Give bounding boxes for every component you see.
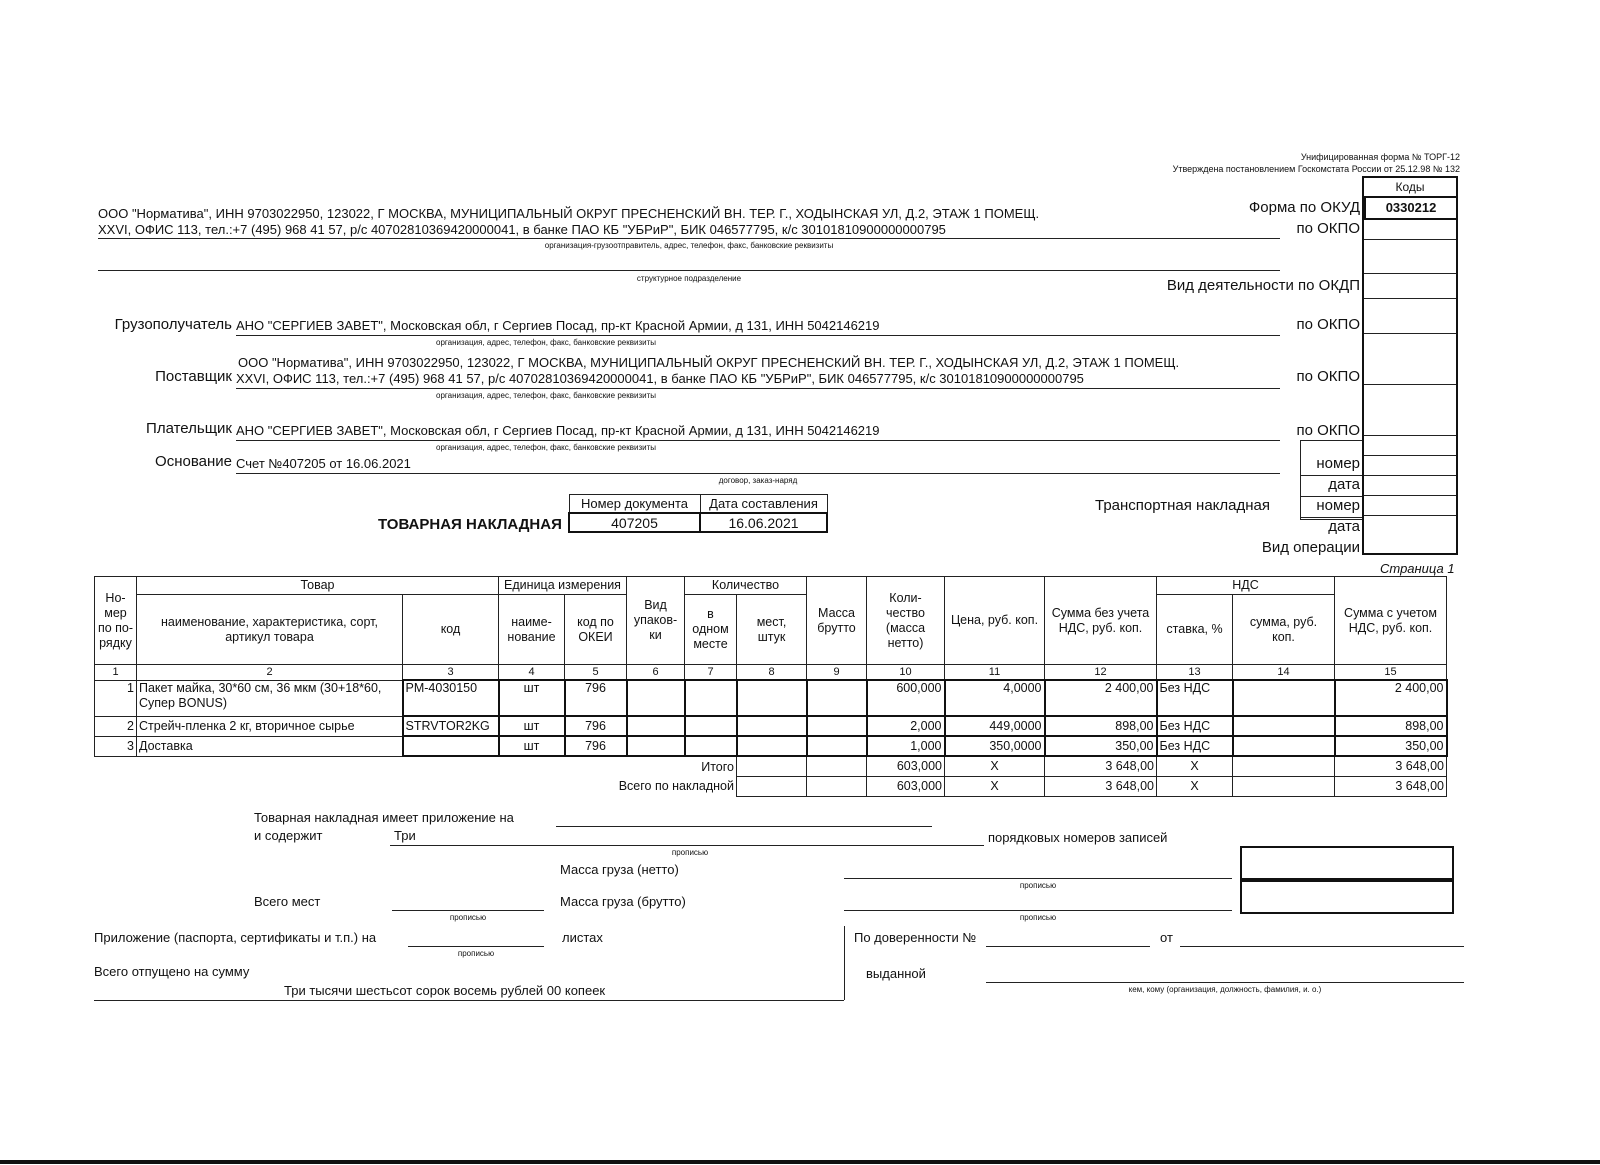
row-okei: 796	[565, 680, 627, 716]
vsego-sum: 3 648,00	[1045, 776, 1157, 796]
row-price: 449,0000	[945, 716, 1045, 736]
row-unit: шт	[499, 716, 565, 736]
vsego-qty: 603,000	[867, 776, 945, 796]
h-ed-naim: наиме- нование	[499, 595, 565, 665]
footer-divider	[844, 926, 845, 1000]
row-rate: Без НДС	[1157, 680, 1233, 716]
row-sum: 2 400,00	[1045, 680, 1157, 716]
brutto-box	[1240, 880, 1454, 914]
payer-label: Плательщик	[146, 420, 232, 437]
row-sum: 898,00	[1045, 716, 1157, 736]
shipper-caption: организация-грузоотправитель, адрес, телефон, факс, банковские реквизиты	[544, 241, 834, 250]
consignee-label: Грузополучатель	[114, 316, 232, 333]
col-num: 11	[945, 665, 1045, 681]
itogo-label: Итого	[701, 759, 734, 774]
form-name: Унифицированная форма № ТОРГ-12	[1300, 152, 1460, 162]
doc-date-header: Дата составления	[700, 495, 827, 514]
h-sumnds: Сумма с учетом НДС, руб. коп.	[1335, 577, 1447, 665]
row-total: 898,00	[1335, 716, 1447, 736]
row-pack	[627, 680, 685, 716]
itogo-qty: 603,000	[867, 756, 945, 776]
h-tovar: Товар	[137, 577, 499, 595]
prilozhenie-label: Приложение (паспорта, сертификаты и т.п.) на	[94, 930, 377, 945]
col-num: 13	[1157, 665, 1233, 681]
mest-caption: прописью	[449, 913, 487, 922]
consignee-value: АНО "СЕРГИЕВ ЗАВЕТ", Московская обл, г Сергиев Посад, пр-кт Красной Армии, д 131, ИНН 5042146219	[236, 318, 880, 333]
itogo-row	[95, 756, 1447, 776]
netto-caption: прописью	[1019, 881, 1057, 890]
payer-value: АНО "СЕРГИЕВ ЗАВЕТ", Московская обл, г Сергиев Посад, пр-кт Красной Армии, д 131, ИНН 5042146219	[236, 423, 880, 438]
row-rate: Без НДС	[1157, 716, 1233, 736]
h-kolnetto: Коли- чество (масса нетто)	[867, 577, 945, 665]
h-cena: Цена, руб. коп.	[945, 577, 1045, 665]
vsego-otpusheno-label: Всего отпущено на сумму	[94, 964, 250, 979]
col-num: 4	[499, 665, 565, 681]
col-num: 15	[1335, 665, 1447, 681]
basis-value: Счет №407205 от 16.06.2021	[236, 456, 411, 471]
table-row	[95, 736, 1447, 756]
okdp-label: Вид деятельности по ОКДП	[1166, 277, 1360, 294]
col-num: 6	[627, 665, 685, 681]
col-num: 14	[1233, 665, 1335, 681]
subdivision-caption: структурное подразделение	[636, 274, 742, 283]
po-doverennosti-label: По доверенности №	[854, 930, 977, 945]
h-sumbez: Сумма без учета НДС, руб. коп.	[1045, 577, 1157, 665]
basis-nomer-label: номер	[1316, 455, 1360, 472]
table-row	[95, 680, 1447, 716]
supplier-label: Поставщик	[155, 368, 232, 385]
row-massa	[807, 680, 867, 716]
h-naim: наименование, характеристика, сорт, артикул товара	[137, 595, 403, 665]
row-price: 350,0000	[945, 736, 1045, 756]
document-title: ТОВАРНАЯ НАКЛАДНАЯ	[378, 516, 562, 533]
basis-caption: договор, заказ-наряд	[718, 476, 798, 485]
page-label: Страница 1	[1380, 561, 1455, 576]
h-odnom: в одном месте	[685, 595, 737, 665]
supplier-okpo-label: по ОКПО	[1296, 368, 1360, 385]
netto-box	[1240, 846, 1454, 880]
doc-number-value: 407205	[569, 513, 700, 532]
consignee-okpo-label: по ОКПО	[1296, 316, 1360, 333]
h-okei: код по ОКЕИ	[565, 595, 627, 665]
row-ndssum	[1233, 716, 1335, 736]
h-massa: Масса брутто	[807, 577, 867, 665]
basis-date-cell	[1364, 456, 1456, 476]
ot-label: от	[1160, 930, 1173, 945]
supplier-caption: организация, адрес, телефон, факс, банковские реквизиты	[436, 391, 656, 400]
poryad-label: порядковых номеров записей	[988, 830, 1168, 845]
row-sum: 350,00	[1045, 736, 1157, 756]
row-pack	[627, 716, 685, 736]
col-num: 12	[1045, 665, 1157, 681]
document-number-table	[568, 494, 828, 533]
row-massa	[807, 736, 867, 756]
transport-date-cell	[1364, 496, 1456, 516]
vsego-price: X	[945, 776, 1045, 796]
itogo-sum: 3 648,00	[1045, 756, 1157, 776]
row-ndssum	[1233, 736, 1335, 756]
soderzhit-label: и содержит	[254, 828, 323, 843]
row-num: 2	[95, 716, 137, 736]
h-ndssum: сумма, руб. коп.	[1233, 595, 1335, 665]
row-unit: шт	[499, 736, 565, 756]
form-approval: Утверждена постановлением Госкомстата России от 25.12.98 № 132	[1172, 164, 1460, 174]
row-qty: 600,000	[867, 680, 945, 716]
row-total: 2 400,00	[1335, 680, 1447, 716]
payer-okpo-cell	[1364, 385, 1456, 436]
okpo-code-cell	[1364, 218, 1456, 240]
transport-nomer-label: номер	[1316, 497, 1360, 514]
kem-caption: кем, кому (организация, должность, фамилия, и. о.)	[1128, 985, 1322, 994]
row-odnom	[685, 736, 737, 756]
h-mest: мест, штук	[737, 595, 807, 665]
okdp-code-cell	[1364, 274, 1456, 299]
row-mest	[737, 716, 807, 736]
payer-okpo-label: по ОКПО	[1296, 422, 1360, 439]
transport-data-label: дата	[1328, 518, 1360, 535]
h-nomer: Но- мер по по- рядку	[95, 577, 137, 665]
row-okei: 796	[565, 716, 627, 736]
col-num: 2	[137, 665, 403, 681]
h-ed: Единица измерения	[499, 577, 627, 595]
row-qty: 2,000	[867, 716, 945, 736]
row-unit: шт	[499, 680, 565, 716]
table-row	[95, 716, 1447, 736]
soderzhit-value: Три	[394, 828, 416, 843]
basis-label: Основание	[155, 453, 232, 470]
row-code: PM-4030150	[403, 680, 499, 716]
doc-number-header: Номер документа	[569, 495, 700, 514]
itogo-total: 3 648,00	[1335, 756, 1447, 776]
row-code	[403, 736, 499, 756]
page-edge	[0, 1160, 1600, 1164]
codes-box	[1362, 176, 1458, 555]
payer-caption: организация, адрес, телефон, факс, банковские реквизиты	[436, 443, 656, 452]
vsego-rate: X	[1157, 776, 1233, 796]
supplier-okpo-cell	[1364, 334, 1456, 385]
h-nds: НДС	[1157, 577, 1335, 595]
prilozh-label: Товарная накладная имеет приложение на	[254, 810, 514, 825]
itogo-rate: X	[1157, 756, 1233, 776]
consignee-caption: организация, адрес, телефон, факс, банковские реквизиты	[436, 338, 656, 347]
massa-brutto-label: Масса груза (брутто)	[560, 894, 686, 909]
doc-date-value: 16.06.2021	[700, 513, 827, 532]
codes-title: Коды	[1395, 180, 1425, 194]
row-qty: 1,000	[867, 736, 945, 756]
row-mest	[737, 680, 807, 716]
supplier-line2: XXVI, ОФИС 113, тел.:+7 (495) 968 41 57, р/с 40702810369420000041, в банке ПАО КБ "УБРиР", БИК 046577795, к/с 30101810900000000795	[236, 371, 1084, 386]
row-name: Стрейч-пленка 2 кг, вторичное сырье	[137, 716, 403, 736]
col-num: 7	[685, 665, 737, 681]
vsego-mest-label: Всего мест	[254, 894, 321, 909]
itogo-price: X	[945, 756, 1045, 776]
col-num: 9	[807, 665, 867, 681]
vsego-total: 3 648,00	[1335, 776, 1447, 796]
goods-table	[94, 576, 1448, 797]
brutto-caption: прописью	[1019, 913, 1057, 922]
row-pack	[627, 736, 685, 756]
row-massa	[807, 716, 867, 736]
row-code: STRVTOR2KG	[403, 716, 499, 736]
row-name: Пакет майка, 30*60 см, 36 мкм (30+18*60, Супер BONUS)	[137, 680, 403, 716]
h-kolvo: Количество	[685, 577, 807, 595]
subdivision-code-cell	[1364, 240, 1456, 274]
row-num: 1	[95, 680, 137, 716]
row-okei: 796	[565, 736, 627, 756]
row-mest	[737, 736, 807, 756]
massa-netto-label: Масса груза (нетто)	[560, 862, 679, 877]
shipper-line1: ООО "Нормaтива", ИНН 9703022950, 123022, Г МОСКВА, МУНИЦИПАЛЬНЫЙ ОКРУГ ПРЕСНЕНСКИЙ ВН. ТЕР. Г., ХОДЫНСКАЯ УЛ, Д.2, ЭТАЖ 1 ПОМЕЩ.	[98, 206, 1040, 221]
listah-caption: прописью	[457, 949, 495, 958]
listah-label: листах	[562, 930, 603, 945]
vydannoi-label: выданной	[866, 966, 926, 981]
row-ndssum	[1233, 680, 1335, 716]
summa-propisyu: Три тысячи шестьсот сорок восемь рублей 00 копеек	[284, 983, 606, 998]
row-rate: Без НДС	[1157, 736, 1233, 756]
transport-label: Транспортная накладная	[1095, 497, 1271, 514]
col-num: 3	[403, 665, 499, 681]
row-total: 350,00	[1335, 736, 1447, 756]
consignee-okpo-cell	[1364, 299, 1456, 334]
col-num: 10	[867, 665, 945, 681]
supplier-line1: ООО "Нормaтива", ИНН 9703022950, 123022, Г МОСКВА, МУНИЦИПАЛЬНЫЙ ОКРУГ ПРЕСНЕНСКИЙ ВН. ТЕР. Г., ХОДЫНСКАЯ УЛ, Д.2, ЭТАЖ 1 ПОМЕЩ.	[238, 355, 1180, 370]
vsego-label: Всего по накладной	[618, 779, 734, 793]
row-odnom	[685, 680, 737, 716]
h-stavka: ставка, %	[1157, 595, 1233, 665]
transport-number-cell	[1364, 476, 1456, 496]
h-vid: Вид упаков- ки	[627, 577, 685, 665]
row-num: 3	[95, 736, 137, 756]
propisyu-caption: прописью	[671, 848, 709, 857]
col-num: 8	[737, 665, 807, 681]
row-name: Доставка	[137, 736, 403, 756]
h-kod: код	[403, 595, 499, 665]
okud-code: 0330212	[1364, 196, 1458, 220]
basis-data-label: дата	[1328, 476, 1360, 493]
col-num: 5	[565, 665, 627, 681]
basis-number-cell	[1364, 436, 1456, 456]
col-num: 1	[95, 665, 137, 681]
row-odnom	[685, 716, 737, 736]
vsego-row	[95, 776, 1447, 796]
shipper-line2: XXVI, ОФИС 113, тел.:+7 (495) 968 41 57, р/с 40702810369420000041, в банке ПАО КБ "УБРиР", БИК 046577795, к/с 30101810900000000795	[98, 222, 946, 237]
okud-label: Форма по ОКУД	[1248, 199, 1360, 216]
okpo-label: по ОКПО	[1296, 220, 1360, 237]
row-price: 4,0000	[945, 680, 1045, 716]
vid-operacii-label: Вид операции	[1261, 539, 1360, 556]
